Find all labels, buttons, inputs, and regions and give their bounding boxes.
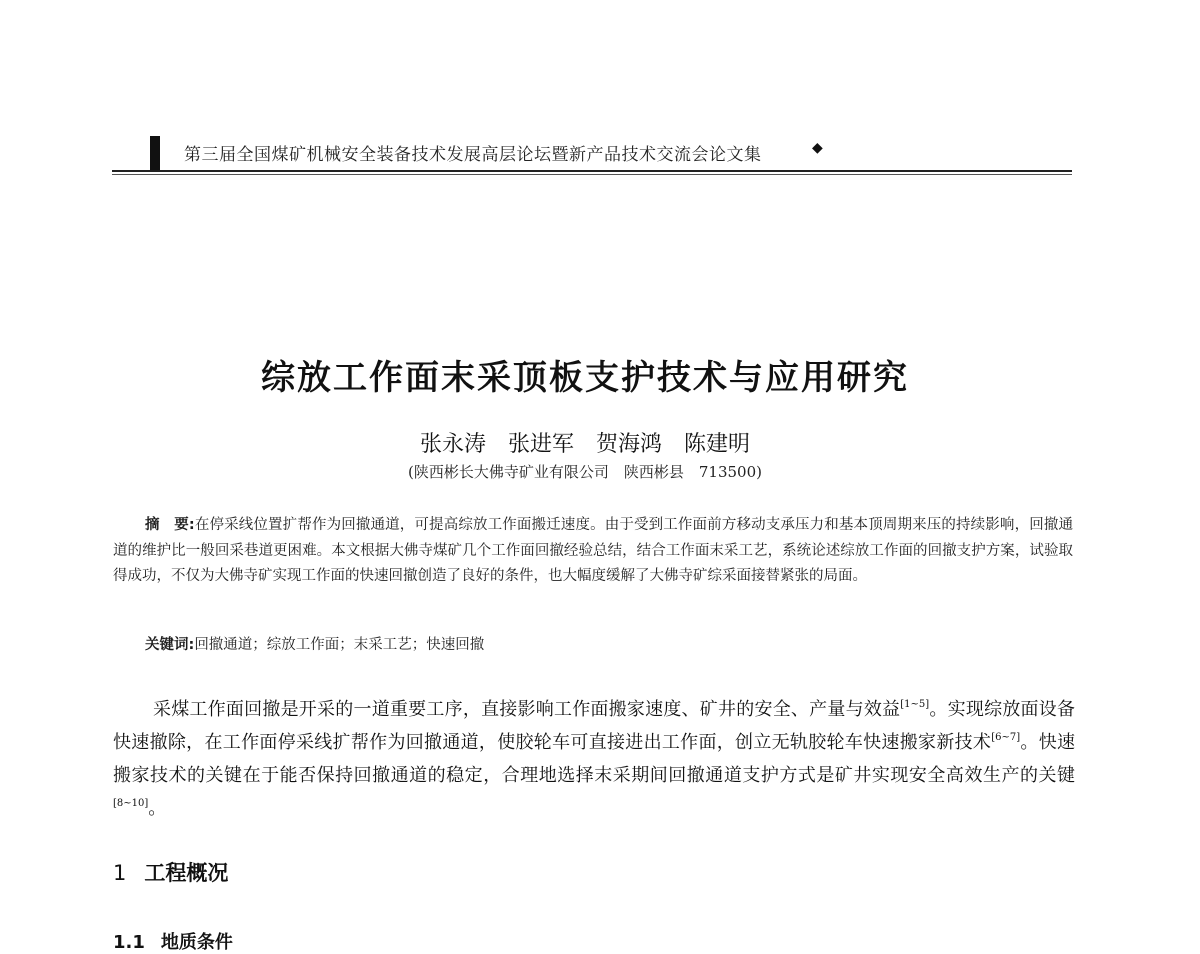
section-number: 1 xyxy=(113,861,127,885)
paper-title: 综放工作面末采顶板支护技术与应用研究 xyxy=(261,358,909,398)
header-bar-mark xyxy=(150,136,160,170)
header-rule-thin xyxy=(112,174,1072,175)
abstract-label: 摘 要: xyxy=(145,517,195,533)
subsection-number: 1.1 xyxy=(113,932,145,953)
intro-text-1: 采煤工作面回撤是开采的一道重要工序，直接影响工作面搬家速度、矿井的安全、产量与效益 xyxy=(153,699,901,720)
intro-text-4: 。 xyxy=(148,798,167,819)
section-heading xyxy=(113,857,228,887)
keywords-text: 回撤通道；综放工作面；末采工艺；快速回撤 xyxy=(194,637,485,653)
abstract xyxy=(113,513,1073,590)
intro-paragraph xyxy=(113,693,1075,825)
running-header-text: 第三届全国煤矿机械安全装备技术发展高层论坛暨新产品技术交流会论文集 xyxy=(184,145,762,165)
author-affiliation: (陕西彬长大佛寺矿业有限公司 陕西彬县 713500) xyxy=(408,463,762,481)
header-rule xyxy=(112,170,1072,172)
paper-authors: 张永涛 张进军 贺海鸿 陈建明 xyxy=(419,432,750,457)
citation-ref: [1~5] xyxy=(900,699,930,710)
citation-ref: [8~10] xyxy=(113,798,149,809)
intro-text-3: 。快速搬家技术的关键在于能否保持回撤通道的稳定，合理地选择末采期间回撤通道支护方式是矿井实现安全高效生产的关键 xyxy=(113,732,1075,786)
intro-text-2: 。实现综放面设备快速撤除，在工作面停采线扩帮作为回撤通道，使胶轮车可直接进出工作面，创立无轨胶轮车快速搬家新技术 xyxy=(113,699,1075,753)
subsection-title: 地质条件 xyxy=(160,932,233,953)
running-header xyxy=(112,136,1072,170)
keywords-label: 关键词: xyxy=(145,637,195,653)
citation-ref: [6~7] xyxy=(991,732,1021,743)
abstract-text: 在停采线位置扩帮作为回撤通道，可提高综放工作面搬迁速度。由于受到工作面前方移动支承压力和基本顶周期来压的持续影响，回撤通道的维护比一般回采巷道更困难。本文根据大佛寺煤矿几个工作面回撤经验总结，结合工作面末采工艺，系统论述综放工作面的回撤支护方案，试验取得成功，不仅为大佛寺矿实现工作面的快速回撤创造了良好的条件，也大幅度缓解了大佛寺矿综采面接替紧张的局面。 xyxy=(113,517,1073,584)
subsection-heading xyxy=(113,928,233,954)
keywords xyxy=(145,633,1075,654)
header-bullet: ◆ xyxy=(812,140,823,156)
section-title: 工程概况 xyxy=(144,861,229,885)
